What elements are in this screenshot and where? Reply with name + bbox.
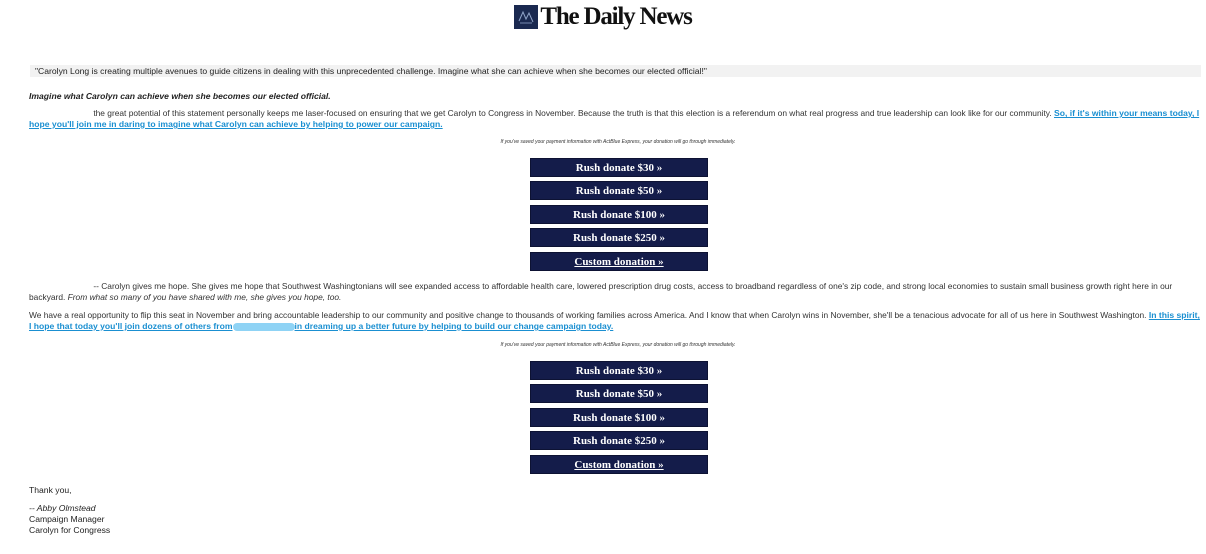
subheading: Imagine what Carolyn can achieve when she becomes our elected official.: [29, 91, 331, 101]
brand-name: The Daily News: [540, 3, 692, 30]
signoff-title: Campaign Manager: [29, 514, 105, 524]
signoff-thanks: Thank you,: [29, 485, 72, 495]
donate-250-button[interactable]: Rush donate $250 »: [530, 228, 708, 247]
header: [0, 2, 1206, 32]
donate-250-button-2[interactable]: Rush donate $250 »: [530, 431, 708, 450]
intro-text: the great potential of this statement personally keeps me laser-focused on ensuring that we get Carolyn to Congress in November. Because the truth is that this election is a referendum on what real progress and true leadership can look like for our community.: [91, 108, 1055, 118]
signoff-org: Carolyn for Congress: [29, 525, 111, 535]
custom-donation-button-2[interactable]: [530, 455, 708, 474]
redacted-text: [29, 112, 91, 116]
intro-paragraph: [29, 108, 1202, 130]
redacted-location: [233, 323, 295, 331]
donate-30-button[interactable]: Rush donate $30 »: [530, 158, 708, 177]
donate-50-button-2[interactable]: Rush donate $50 »: [530, 384, 708, 403]
express-note: If you've saved your payment information with ActBlue Express, your donation will go through immediately.: [500, 139, 736, 145]
donate-30-button-2[interactable]: Rush donate $30 »: [530, 361, 708, 380]
power-campaign-link[interactable]: So, if it's within your means today, I hope you'll join me in daring to imagine what Carolyn can achieve by helping to power our campaign.: [29, 108, 1200, 129]
custom-donation-button[interactable]: [530, 252, 708, 271]
hope-italic: From what so many of you have shared with me, she gives you hope, too.: [67, 292, 342, 302]
newspaper-logo-icon: [514, 5, 538, 29]
brand-logo[interactable]: [514, 3, 691, 31]
quote-banner: "Carolyn Long is creating multiple avenues to guide citizens in dealing with this unprecedented challenge. Imagine what she can achieve when she becomes our elected official!": [30, 65, 1201, 77]
hope-text: -- Carolyn gives me hope. She gives me hope that Southwest Washingtonians will see expanded access to affordable health care, lowered prescription drug costs, access to broadband regardless of one's zip code, and strong local economies to sustain small business growth right here in our backyard.: [29, 281, 1173, 302]
custom-donation-label-2: Custom donation »: [574, 458, 664, 471]
opportunity-text: We have a real opportunity to flip this seat in November and bring accountable leadership to our community and positive change to thousands of working families across America. And I know that when Carolyn wins in November, she'll be a tenacious advocate for all of us here in Southwest Washington.: [29, 310, 1149, 320]
donate-100-button[interactable]: Rush donate $100 »: [530, 205, 708, 224]
redacted-text: [29, 285, 91, 289]
signoff-name: -- Abby Olmstead: [29, 503, 96, 513]
opportunity-paragraph: [29, 310, 1202, 332]
express-note-2: If you've saved your payment information with ActBlue Express, your donation will go through immediately.: [500, 342, 736, 348]
build-campaign-link[interactable]: In this spirit, I hope that today you'll join dozens of others from in dreaming up a better future by helping to build our change campaign today.: [29, 310, 1200, 331]
donate-100-button-2[interactable]: Rush donate $100 »: [530, 408, 708, 427]
hope-paragraph: [29, 281, 1202, 303]
donate-50-button[interactable]: Rush donate $50 »: [530, 181, 708, 200]
custom-donation-label: Custom donation »: [574, 255, 664, 268]
